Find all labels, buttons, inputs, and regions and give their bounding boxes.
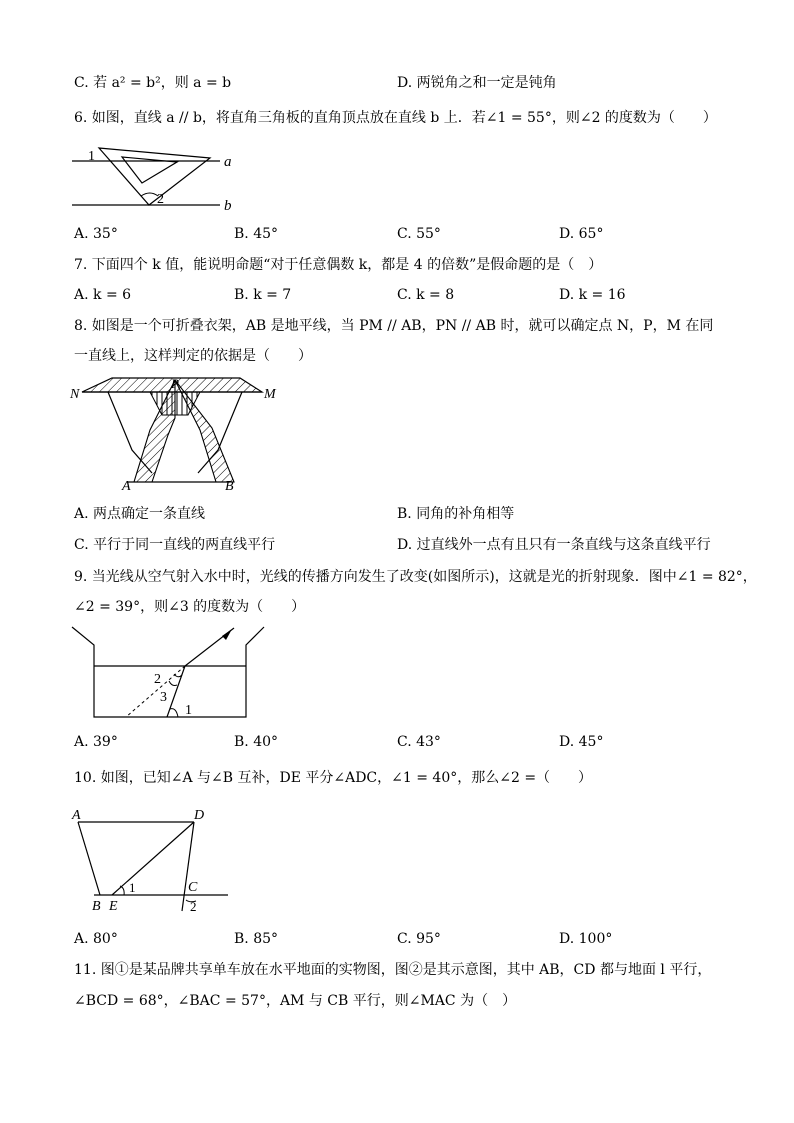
q10-option-a: A. 80° bbox=[74, 931, 118, 947]
q6-label-a: a bbox=[224, 154, 232, 170]
q7-option-a: A. k = 6 bbox=[74, 287, 132, 303]
q10-label-2: 2 bbox=[190, 899, 197, 914]
q9-refraction-figure bbox=[72, 625, 272, 725]
q10-figure bbox=[72, 805, 242, 915]
q8-hanger-figure bbox=[70, 370, 290, 495]
q10-label-c: C bbox=[188, 880, 198, 895]
q8-label-n: N bbox=[70, 387, 80, 402]
q9-label-3: 3 bbox=[160, 690, 167, 705]
q9-label-2: 2 bbox=[154, 672, 161, 687]
q6-label-2: 2 bbox=[157, 192, 164, 207]
q9-option-a: A. 39° bbox=[74, 734, 118, 750]
q8-option-c: C. 平行于同一直线的两直线平行 bbox=[74, 537, 276, 553]
q8-stem-line2: 一直线上，这样判定的依据是（ ） bbox=[74, 348, 312, 364]
q9-option-b: B. 40° bbox=[234, 734, 279, 750]
q10-stem: 10. 如图，已知∠A 与∠B 互补，DE 平分∠ADC，∠1 = 40°，那么∠2 =（ ） bbox=[74, 770, 593, 786]
q6-option-d: D. 65° bbox=[559, 226, 604, 242]
q6-option-b: B. 45° bbox=[234, 226, 279, 242]
q10-label-b: B bbox=[92, 899, 101, 914]
q11-stem-line1: 11. 图①是某品牌共享单车放在水平地面的实物图，图②是其示意图，其中 AB，CD 都与地面 l 平行， bbox=[74, 962, 712, 978]
q9-stem-line1: 9. 当光线从空气射入水中时，光线的传播方向发生了改变(如图所示)，这就是光的折射现象．图中∠1 = 82°， bbox=[74, 569, 757, 585]
q10-option-c: C. 95° bbox=[397, 931, 441, 947]
q10-label-d: D bbox=[194, 808, 205, 823]
q8-stem-line1: 8. 如图是一个可折叠衣架，AB 是地平线，当 PM // AB，PN // AB 时，就可以确定点 N，P，M 在同 bbox=[74, 318, 714, 334]
q8-option-a: A. 两点确定一条直线 bbox=[74, 506, 206, 522]
q9-stem-line2: ∠2 = 39°，则∠3 的度数为（ ） bbox=[74, 599, 306, 615]
q10-label-1: 1 bbox=[129, 880, 136, 895]
q8-option-d: D. 过直线外一点有且只有一条直线与这条直线平行 bbox=[397, 537, 711, 553]
q8-label-m: M bbox=[264, 387, 276, 402]
q10-option-b: B. 85° bbox=[234, 931, 279, 947]
q7-option-c: C. k = 8 bbox=[397, 287, 455, 303]
q7-option-b: B. k = 7 bbox=[234, 287, 292, 303]
q9-option-c: C. 43° bbox=[397, 734, 441, 750]
q8-option-b: B. 同角的补角相等 bbox=[397, 506, 515, 522]
q8-label-p: P bbox=[171, 376, 179, 391]
q5-option-d: D. 两锐角之和一定是钝角 bbox=[397, 75, 557, 91]
q6-label-1: 1 bbox=[88, 149, 95, 164]
q6-option-c: C. 55° bbox=[397, 226, 441, 242]
q7-option-d: D. k = 16 bbox=[559, 287, 626, 303]
q11-stem-line2: ∠BCD = 68°，∠BAC = 57°，AM 与 CB 平行，则∠MAC 为（ ） bbox=[74, 993, 517, 1009]
q8-label-b: B bbox=[225, 479, 234, 494]
q8-label-a: A bbox=[122, 479, 131, 494]
q9-option-d: D. 45° bbox=[559, 734, 604, 750]
q10-option-d: D. 100° bbox=[559, 931, 613, 947]
q7-stem: 7. 下面四个 k 值，能说明命题“对于任意偶数 k，都是 4 的倍数”是假命题的是（ ） bbox=[74, 257, 603, 273]
q6-option-a: A. 35° bbox=[74, 226, 118, 242]
q10-label-e: E bbox=[109, 899, 118, 914]
q5-option-c: C. 若 a² = b²，则 a = b bbox=[74, 75, 232, 91]
q9-label-1: 1 bbox=[185, 703, 192, 718]
q10-label-a: A bbox=[72, 808, 81, 823]
q6-figure bbox=[72, 130, 252, 220]
q6-stem: 6. 如图，直线 a // b，将直角三角板的直角顶点放在直线 b 上．若∠1 = 55°，则∠2 的度数为（ ） bbox=[74, 110, 717, 126]
q6-label-b: b bbox=[224, 198, 232, 214]
